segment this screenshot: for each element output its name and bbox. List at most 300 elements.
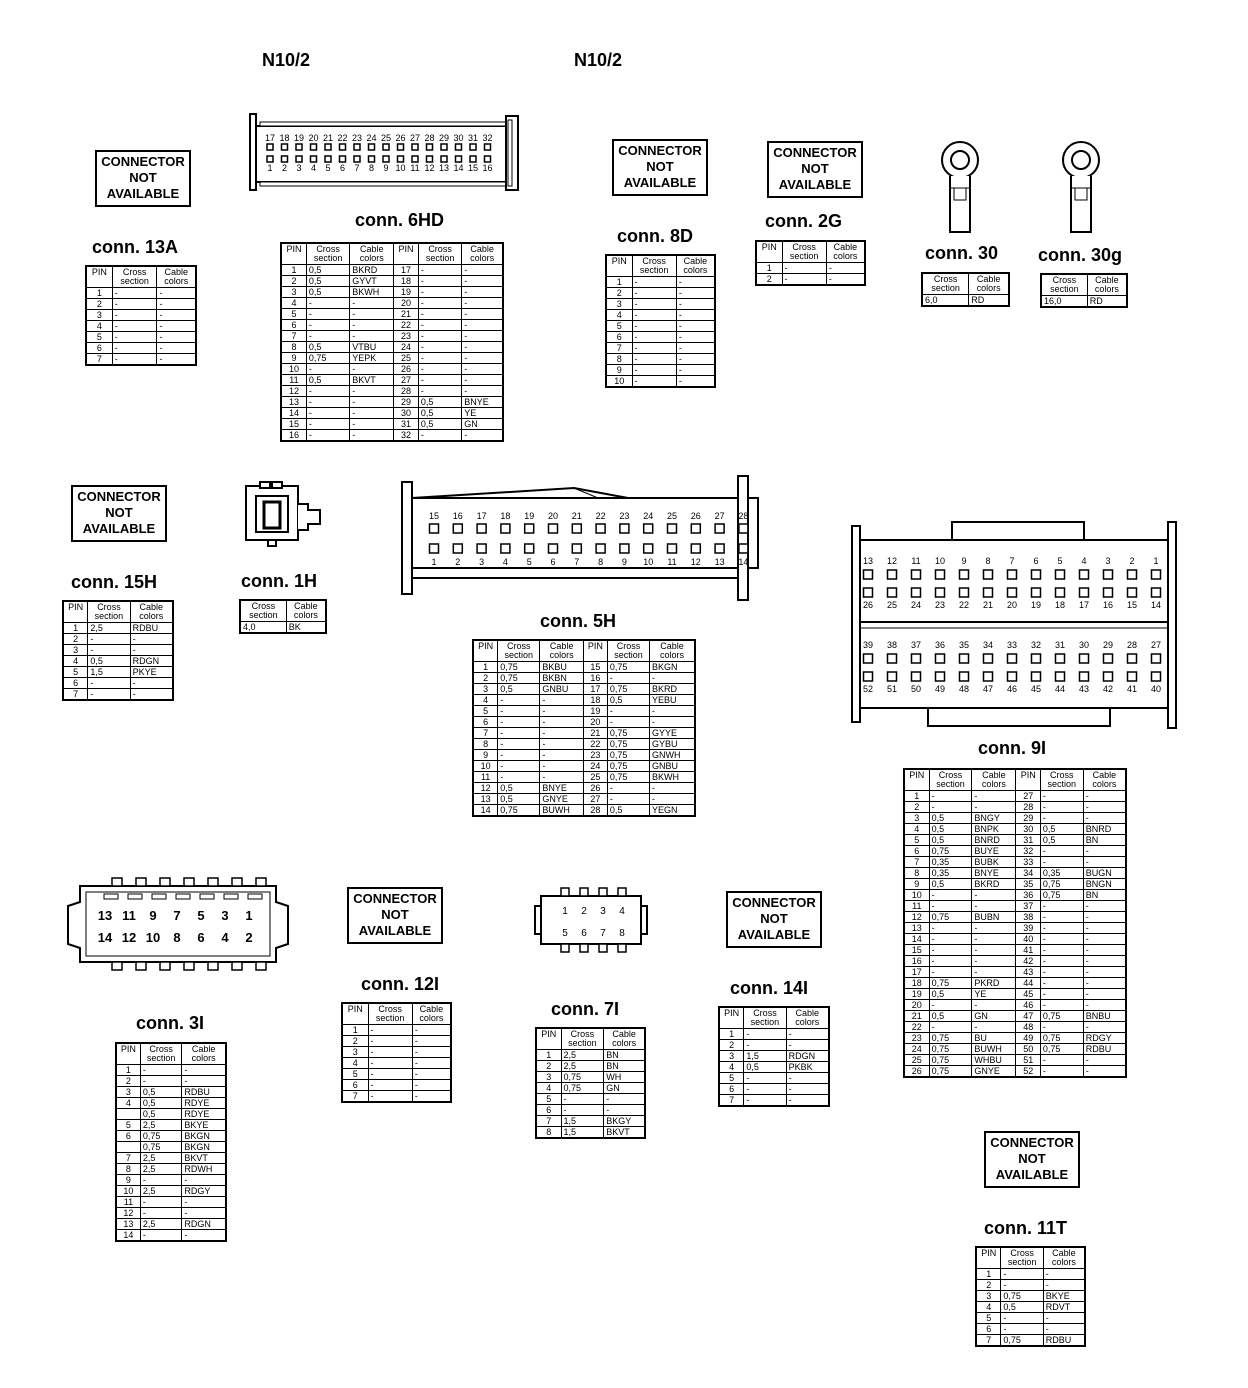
pin-number-label: 28 (1126, 640, 1138, 650)
cable-color-cell: RD (1087, 296, 1127, 308)
pin-cell: 11 (116, 1197, 140, 1208)
pin-cell: 28 (394, 386, 419, 397)
cross-section-cell: - (1001, 1324, 1043, 1335)
cable-color-cell: - (1083, 1066, 1126, 1078)
pin-header (719, 1007, 744, 1029)
cross-section-cell: - (929, 934, 972, 945)
table-row (281, 397, 503, 408)
table-row (606, 288, 715, 299)
pin-number-label: 12 (424, 163, 435, 173)
pin-cell: 9 (606, 365, 632, 376)
ring-terminal-30g-drawing (1059, 140, 1103, 234)
cross-section-cell: - (306, 397, 349, 408)
cross-section-cell: - (368, 1058, 412, 1069)
30-ring-hole (951, 151, 969, 169)
cross-section-cell: - (140, 1175, 182, 1186)
pin-cell: 26 (394, 364, 419, 375)
cable-colors-header-line: Cable (164, 267, 188, 277)
pin-socket (427, 156, 433, 162)
pin-number-label: 17 (264, 133, 276, 143)
cross-section-cell: 0,75 (561, 1083, 604, 1094)
pin-cell: 7 (281, 331, 306, 342)
cable-color-cell: - (157, 299, 196, 310)
cable-color-cell: BNYE (540, 783, 583, 794)
cross-section-cell: - (744, 1040, 786, 1051)
pin-socket (936, 654, 945, 663)
pin-cell: 7 (342, 1091, 368, 1103)
pin-cell: 1 (756, 263, 782, 274)
pin-cell: 37 (1016, 901, 1040, 912)
30g-ring-hole (1072, 151, 1090, 169)
cross-section-header-line: section (1047, 779, 1077, 789)
cross-section-header-line: Cross (792, 242, 816, 252)
cable-colors-header (1087, 274, 1127, 296)
pin-cell: 10 (281, 364, 306, 375)
pin-cell: 20 (904, 1000, 929, 1011)
cross-section-cell: 0,5 (140, 1098, 182, 1109)
table-row (116, 1142, 226, 1153)
cross-section-header-line: Cross (933, 274, 958, 284)
pin-socket (470, 144, 476, 150)
pin-socket (325, 144, 331, 150)
pin-socket (1008, 672, 1017, 681)
pin-number-label: 9 (149, 908, 157, 923)
pin-number-label: 32 (1030, 640, 1042, 650)
cross-section-header-line: section (789, 251, 819, 261)
pin-number-label: 48 (958, 684, 970, 694)
cable-color-cell: BNGN (1083, 879, 1126, 890)
cross-section-cell: 0,75 (929, 912, 972, 923)
cable-color-cell: GYYE (650, 728, 695, 739)
cable-colors-header (972, 769, 1016, 791)
table-row (719, 1029, 829, 1040)
pin-cell: 6 (473, 717, 498, 728)
pin-cell: 6 (342, 1080, 368, 1091)
pin-header (281, 243, 306, 265)
cable-color-cell: - (826, 274, 865, 286)
table-row (904, 912, 1126, 923)
table-header-row (976, 1247, 1085, 1269)
pin-cell: 16 (281, 430, 306, 442)
3i-top-tab (160, 878, 170, 886)
pin-header (342, 1003, 368, 1025)
pin-cell: 15 (583, 662, 607, 673)
pin-socket (427, 144, 433, 150)
table-row (719, 1062, 829, 1073)
pin-socket (369, 144, 375, 150)
table-row (904, 791, 1126, 802)
cross-section-cell: 0,75 (498, 673, 540, 684)
pin-number-label: 15 (428, 511, 440, 521)
pin-number-label: 8 (985, 556, 991, 566)
cross-section-cell: 0,75 (1040, 879, 1083, 890)
table-row (116, 1186, 226, 1197)
table-header-row (904, 769, 1126, 791)
pin-number-label: 2 (455, 557, 461, 567)
pin-table-30g (1040, 273, 1128, 308)
pin-number-label: 27 (409, 133, 421, 143)
pin-cell: 3 (904, 813, 929, 824)
cable-color-cell: - (157, 332, 196, 343)
pin-header-line: PIN (347, 1004, 363, 1014)
cable-color-cell: BKYE (1043, 1291, 1085, 1302)
cross-section-cell: 6,0 (922, 295, 969, 307)
pin-socket (340, 144, 346, 150)
pin-cell: 24 (904, 1044, 929, 1055)
cable-color-cell: GNYE (972, 1066, 1016, 1078)
cross-section-cell: 0,5 (929, 989, 972, 1000)
pin-socket (501, 544, 510, 553)
cable-color-cell: - (1083, 813, 1126, 824)
table-row (281, 408, 503, 419)
table-row (904, 813, 1126, 824)
cable-colors-header (1083, 769, 1126, 791)
cross-section-cell: - (929, 1000, 972, 1011)
cable-color-cell: - (182, 1175, 226, 1186)
pin-cell: 11 (281, 375, 306, 386)
pin-cell: 15 (904, 945, 929, 956)
pin-socket (960, 672, 969, 681)
pin-cell: 26 (904, 1066, 929, 1078)
table-row (281, 331, 503, 342)
cross-section-cell: - (418, 298, 461, 309)
cable-color-cell: - (972, 802, 1016, 813)
connector-7i-drawing (533, 884, 651, 954)
table-row (86, 321, 196, 332)
cross-section-header-line: Cross (428, 244, 452, 254)
table-row (342, 1025, 451, 1036)
pin-cell: 7 (719, 1095, 744, 1107)
cross-section-cell: 0,5 (498, 684, 540, 695)
cable-color-cell: - (1083, 967, 1126, 978)
pin-number-label: 4 (1081, 556, 1087, 566)
cable-color-cell: - (1083, 1055, 1126, 1066)
cable-color-cell: - (182, 1065, 226, 1076)
cable-color-cell: - (786, 1073, 829, 1084)
pin-socket (888, 672, 897, 681)
pin-number-label: 7 (600, 928, 606, 939)
pin-cell: 3 (342, 1047, 368, 1058)
cross-section-cell: - (418, 342, 461, 353)
cable-color-cell: - (676, 343, 715, 354)
cable-color-cell: - (676, 365, 715, 376)
table-row (473, 750, 695, 761)
pin-number-label: 52 (862, 684, 874, 694)
pin-header-line: PIN (398, 244, 414, 254)
title-conn-15h: conn. 15H (71, 572, 158, 592)
pin-cell: 5 (976, 1313, 1001, 1324)
cable-colors-header (350, 243, 394, 265)
cross-section-cell: 0,5 (1040, 824, 1083, 835)
cable-color-cell: BU (972, 1033, 1016, 1044)
cross-section-cell: - (1040, 857, 1083, 868)
cable-colors-header-line: Cable (139, 602, 164, 612)
pin-cell: 2 (86, 299, 112, 310)
pin-number-label: 16 (1102, 600, 1114, 610)
cable-color-cell: - (350, 386, 394, 397)
cable-color-cell: YE (972, 989, 1016, 1000)
cross-section-header-line: section (639, 265, 669, 275)
pin-cell: 39 (1016, 923, 1040, 934)
cross-section-header (561, 1028, 604, 1050)
pin-socket (1104, 672, 1113, 681)
3i-top-tab (232, 878, 242, 886)
cross-section-cell: 2,5 (88, 623, 130, 634)
pin-number-label: 21 (571, 511, 582, 521)
pin-cell: 1 (976, 1269, 1001, 1280)
table-row (473, 772, 695, 783)
pin-cell: 17 (583, 684, 607, 695)
cross-section-cell: - (632, 288, 676, 299)
pin-number-label: 4 (221, 930, 229, 945)
cross-section-cell: - (498, 750, 540, 761)
pin-cell: 6 (719, 1084, 744, 1095)
cable-color-cell: - (462, 265, 503, 276)
pin-cell: 5 (536, 1094, 561, 1105)
cross-section-cell: 0,5 (306, 276, 349, 287)
cross-section-header-line: section (936, 779, 965, 789)
cross-section-cell: - (306, 298, 349, 309)
pin-number-label: 46 (1006, 684, 1018, 694)
pin-socket (354, 156, 360, 162)
pin-cell: 23 (583, 750, 607, 761)
pin-number-label: 9 (621, 557, 627, 567)
title-conn-30: conn. 30 (925, 243, 999, 263)
cable-color-cell: - (1083, 978, 1126, 989)
cross-section-header (744, 1007, 786, 1029)
pin-number-label: 29 (438, 133, 450, 143)
pin-cell: 45 (1016, 989, 1040, 1000)
table-header-row (922, 273, 1009, 295)
3i-top-tab (136, 878, 146, 886)
table-row (63, 667, 173, 678)
cross-section-cell: - (498, 706, 540, 717)
cable-color-cell: - (462, 364, 503, 375)
pin-socket (311, 156, 317, 162)
cable-color-cell: - (1083, 1022, 1126, 1033)
table-row (281, 430, 503, 442)
table-row (63, 645, 173, 656)
cross-section-header-line: Cross (642, 256, 666, 266)
table-row (1041, 296, 1127, 308)
3i-bottom-tab (136, 962, 146, 970)
cable-colors-header-line: colors (359, 253, 384, 263)
cable-colors-header-line: Cable (419, 1004, 444, 1014)
pin-cell: 13 (904, 923, 929, 934)
cross-section-cell: - (744, 1095, 786, 1107)
title-conn-9i: conn. 9I (978, 738, 1047, 758)
pin-cell: 30 (1016, 824, 1040, 835)
pin-cell: 8 (904, 868, 929, 879)
cable-colors-header (969, 273, 1009, 295)
table-row (473, 717, 695, 728)
pin-table-7i (535, 1027, 646, 1139)
cable-color-cell: PKRD (972, 978, 1016, 989)
cable-colors-header-line: colors (470, 253, 495, 263)
pin-number-label: 20 (1006, 600, 1018, 610)
pin-socket (456, 144, 462, 150)
cable-color-cell: - (540, 695, 583, 706)
cross-section-cell: - (929, 1022, 972, 1033)
cable-color-cell: RDVT (1043, 1302, 1085, 1313)
table-row (606, 277, 715, 288)
table-row (86, 354, 196, 366)
cross-section-cell: 0,75 (1001, 1291, 1043, 1302)
cross-section-header-line: section (146, 1053, 176, 1063)
pin-header-line: PIN (724, 1008, 740, 1018)
pin-socket (864, 570, 873, 579)
cable-color-cell: BN (604, 1050, 645, 1061)
cross-section-cell: - (1040, 956, 1083, 967)
pin-number-label: 11 (410, 163, 420, 173)
pin-cell: 2 (63, 634, 88, 645)
pin-socket (1128, 570, 1137, 579)
connector-not-available-15h: CONNECTOR NOT AVAILABLE (71, 485, 167, 542)
cross-section-cell: - (368, 1069, 412, 1080)
pin-socket (282, 144, 288, 150)
pin-cell: 3 (719, 1051, 744, 1062)
pin-cell: 31 (1016, 835, 1040, 846)
5h-left-flange (402, 482, 412, 594)
pin-number-label: 12 (121, 930, 137, 945)
cable-colors-header-line: colors (795, 1017, 820, 1027)
table-row (904, 890, 1126, 901)
table-row (342, 1069, 451, 1080)
table-row (904, 1055, 1126, 1066)
table-row (116, 1076, 226, 1087)
pin-cell: 2 (473, 673, 498, 684)
table-row (536, 1061, 645, 1072)
pin-socket (715, 544, 724, 553)
pin-number-label: 10 (643, 557, 654, 567)
table-row (606, 310, 715, 321)
cross-section-cell: 0,75 (929, 1066, 972, 1078)
connector-not-available-12i: CONNECTOR NOT AVAILABLE (347, 887, 443, 944)
cross-section-cell: 0,75 (607, 772, 649, 783)
cross-section-cell: 0,75 (607, 662, 649, 673)
cross-section-cell: - (607, 783, 649, 794)
pin-socket (864, 672, 873, 681)
cable-colors-header-line: colors (683, 265, 708, 275)
pin-number-label: 3 (479, 557, 485, 567)
table-row (86, 332, 196, 343)
pin-socket (864, 654, 873, 663)
pin-header-line: PIN (68, 602, 84, 612)
cable-color-cell: - (650, 794, 695, 805)
pin-number-label: 18 (1054, 600, 1066, 610)
table-row (606, 376, 715, 388)
cross-section-cell: - (306, 320, 349, 331)
cross-section-cell: 0,75 (607, 750, 649, 761)
pin-cell: 4 (473, 695, 498, 706)
cross-section-header-line: Cross (149, 1044, 173, 1054)
cross-section-header (929, 769, 972, 791)
pin-socket (296, 156, 302, 162)
cross-section-header-line: section (1007, 1257, 1037, 1267)
title-conn-6hd: conn. 6HD (355, 210, 445, 230)
cable-color-cell: - (786, 1029, 829, 1040)
pin-cell: 18 (904, 978, 929, 989)
7i-body (541, 896, 641, 944)
title-conn-11t: conn. 11T (984, 1218, 1068, 1238)
pin-number-label: 15 (1126, 600, 1138, 610)
pin-header (536, 1028, 561, 1050)
cable-color-cell: - (157, 310, 196, 321)
pin-cell: 8 (473, 739, 498, 750)
pin-number-label: 27 (1150, 640, 1162, 650)
pin-number-label: 24 (910, 600, 922, 610)
pin-cell: 6 (976, 1324, 1001, 1335)
cable-color-cell: RDWH (182, 1164, 226, 1175)
cable-color-cell: BNRD (972, 835, 1016, 846)
cross-section-cell: 0,5 (929, 824, 972, 835)
cross-section-cell: 0,5 (607, 695, 649, 706)
cross-section-cell: - (607, 717, 649, 728)
cable-color-cell: RDBU (1083, 1044, 1126, 1055)
pin-cell: 21 (394, 309, 419, 320)
pin-cell: 4 (116, 1098, 140, 1109)
pin-header (116, 1043, 140, 1065)
cross-section-cell: 2,5 (140, 1164, 182, 1175)
cable-color-cell: - (676, 332, 715, 343)
cable-color-cell: - (972, 1000, 1016, 1011)
pin-socket (549, 524, 558, 533)
pin-cell: 7 (904, 857, 929, 868)
cross-section-cell: - (1001, 1313, 1043, 1324)
3i-slot (200, 894, 214, 899)
pin-socket (1128, 654, 1137, 663)
table-row (606, 321, 715, 332)
cable-color-cell: - (412, 1058, 451, 1069)
cable-colors-header-line: Cable (191, 1044, 216, 1054)
pin-cell: 7 (86, 354, 112, 366)
cable-color-cell: - (972, 901, 1016, 912)
table-row (473, 761, 695, 772)
cross-section-cell: 0,5 (306, 375, 349, 386)
cross-section-cell: - (632, 332, 676, 343)
cross-section-cell: 0,75 (929, 846, 972, 857)
pin-header-line: PIN (541, 1029, 557, 1039)
pin-cell: 7 (606, 343, 632, 354)
cross-section-cell: - (1001, 1269, 1043, 1280)
6hd-bottom-rail (260, 182, 506, 186)
cable-color-cell: BKGN (182, 1142, 226, 1153)
cable-color-cell: - (650, 717, 695, 728)
cable-color-cell: - (540, 772, 583, 783)
table-header-row (756, 241, 865, 263)
pin-cell: 3 (976, 1291, 1001, 1302)
cable-colors-header-line: Cable (976, 274, 1001, 284)
cross-section-cell: - (418, 375, 461, 386)
pin-number-label: 11 (122, 908, 136, 923)
pin-cell: 12 (904, 912, 929, 923)
table-header-row (1041, 274, 1127, 296)
pin-number-label: 2 (281, 163, 288, 173)
table-row (536, 1072, 645, 1083)
cable-colors-header (130, 601, 173, 623)
pin-header (583, 640, 607, 662)
cable-color-cell: BNGY (972, 813, 1016, 824)
pin-number-label: 19 (524, 511, 535, 521)
cross-section-header-line: section (614, 650, 643, 660)
title-conn-3i: conn. 3I (136, 1013, 205, 1033)
cross-section-cell: 0,5 (607, 805, 649, 817)
cable-color-cell: - (540, 761, 583, 772)
pin-number-label: 4 (502, 557, 508, 567)
table-row (116, 1087, 226, 1098)
table-header-row (281, 243, 503, 265)
ring-terminal-30-drawing (938, 140, 982, 234)
